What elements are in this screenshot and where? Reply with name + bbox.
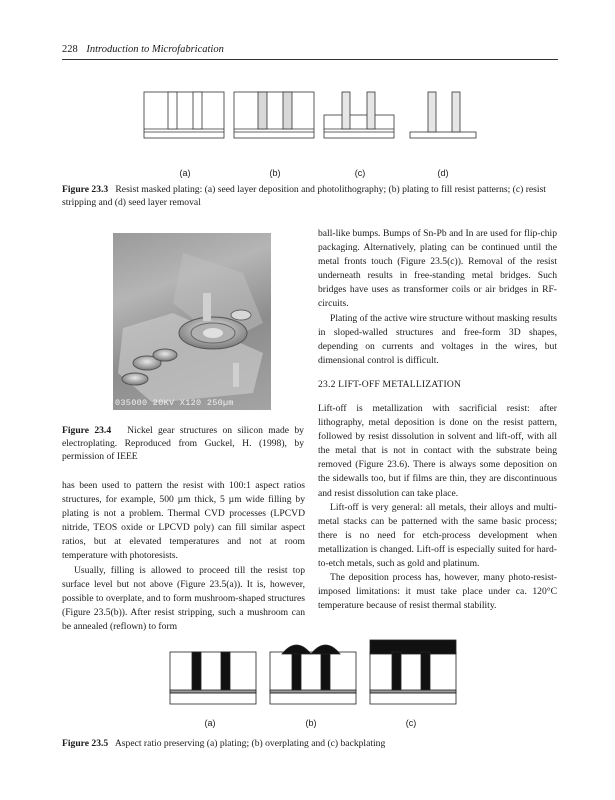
section-body xyxy=(318,402,557,613)
figure-23-3-caption xyxy=(62,183,557,209)
section-paragraph: Lift-off is very general: all metals, their alloys and multi-metal stacks can be patterned with the same basic process; there is no need for etch-process development when metallization is changed. Lift-off is especially suited for hard-to-etch metals, such as gold and platinum. xyxy=(318,501,557,570)
caption-text: Nickel gear structures on silicon made by electroplating. Reproduced from Guckel, H. (1998), by permission of IEEE xyxy=(62,425,304,462)
right-paragraph: ball-like bumps. Bumps of Sn-Pb and In are used for flip-chip packaging. Alternatively, plating can be continued until the metal fronts touch (Figure 23.5(c)). Removal of the resist underneath results in free-standing metal bridges. Such bridges have uses as transformer coils or air bridges in RF-circuits. xyxy=(318,228,557,310)
fig233-label-b: (b) xyxy=(269,168,281,178)
fig235-label-a: (a) xyxy=(204,718,216,728)
panel-c-resist-stripped xyxy=(324,92,394,138)
panel-b-plating-filled xyxy=(234,92,314,138)
section-paragraph: Lift-off is metallization with sacrificial resist: after lithography, metal deposition is done on the resist pattern, followed by resist dissolution in solvent and lift-off, with all the metal that is not in contact with the substrate being removed (Figure 23.6). There is always some deposition on the sidewalls too, but if films are thin, they are discontinuous and resist dissolution can take place. xyxy=(318,403,557,499)
panel-b-overplating xyxy=(270,645,356,704)
panel-d-seed-removed xyxy=(410,92,476,138)
section-heading: 23.2 LIFT-OFF METALLIZATION xyxy=(318,379,462,390)
left-paragraph: Usually, filling is allowed to proceed till the resist top surface level but not above (Figure 23.5(a)). It is, however, possible to overplate, and to form mushroom-shaped structures (Figure 23.5(b)). After resist stripping, such a mushroom can be annealed (reflown) to form xyxy=(62,564,305,632)
caption-number: Figure 23.3 xyxy=(62,184,109,195)
header-rule xyxy=(62,59,558,60)
right-column xyxy=(318,227,557,368)
fig235-label-c: (c) xyxy=(405,718,417,728)
fig233-label-a: (a) xyxy=(179,168,191,178)
sem-scale-bar-text: 035000 20KV X120 250µm xyxy=(115,398,234,408)
panel-a-seed-layer-lithography xyxy=(144,92,224,138)
figure-23-4-caption xyxy=(62,424,304,463)
right-paragraph: Plating of the active wire structure without masking results in sloped-walled structures and free-form 3D shapes, depending on currents and voltages in the wires, but dimensional control is difficult. xyxy=(318,312,557,366)
figure-23-4-sem-image xyxy=(113,233,271,410)
left-paragraph: has been used to pattern the resist with 100:1 aspect ratios structures, for example, 500 µm thick, 5 µm wide filling by plating is not a problem. Thermal CVD processes (LPCVD nitride, TEOS oxide or LPCVD poly) can fill similar aspect ratios, but at elevated temperatures and not at room temperature with photoresists. xyxy=(62,480,305,562)
left-column xyxy=(62,479,305,634)
running-header xyxy=(62,44,555,55)
caption-text: Aspect ratio preserving (a) plating; (b) overplating and (c) backplating xyxy=(114,738,386,749)
book-title: Introduction to Microfabrication xyxy=(86,44,224,55)
caption-number: Figure 23.4 xyxy=(62,425,112,436)
caption-number: Figure 23.5 xyxy=(62,738,109,749)
figure-23-3-diagram xyxy=(140,88,480,140)
page-number: 228 xyxy=(62,44,78,55)
panel-a-plating xyxy=(170,652,256,704)
panel-c-backplating xyxy=(370,640,456,704)
section-paragraph: The deposition process has, however, many photo-resist-imposed limitations: it must take place under ca. 120°C temperature because of resist thermal stability. xyxy=(318,572,557,612)
fig235-label-b: (b) xyxy=(305,718,317,728)
sem-gear-illustration xyxy=(113,233,271,410)
caption-text: Resist masked plating: (a) seed layer deposition and photolithography; (b) plating to fill resist patterns; (c) resist stripping and (d) seed layer removal xyxy=(62,184,546,208)
figure-23-5-caption xyxy=(62,737,557,750)
figure-23-5-diagram xyxy=(168,638,458,716)
fig233-label-d: (d) xyxy=(437,168,449,178)
fig233-label-c: (c) xyxy=(354,168,366,178)
